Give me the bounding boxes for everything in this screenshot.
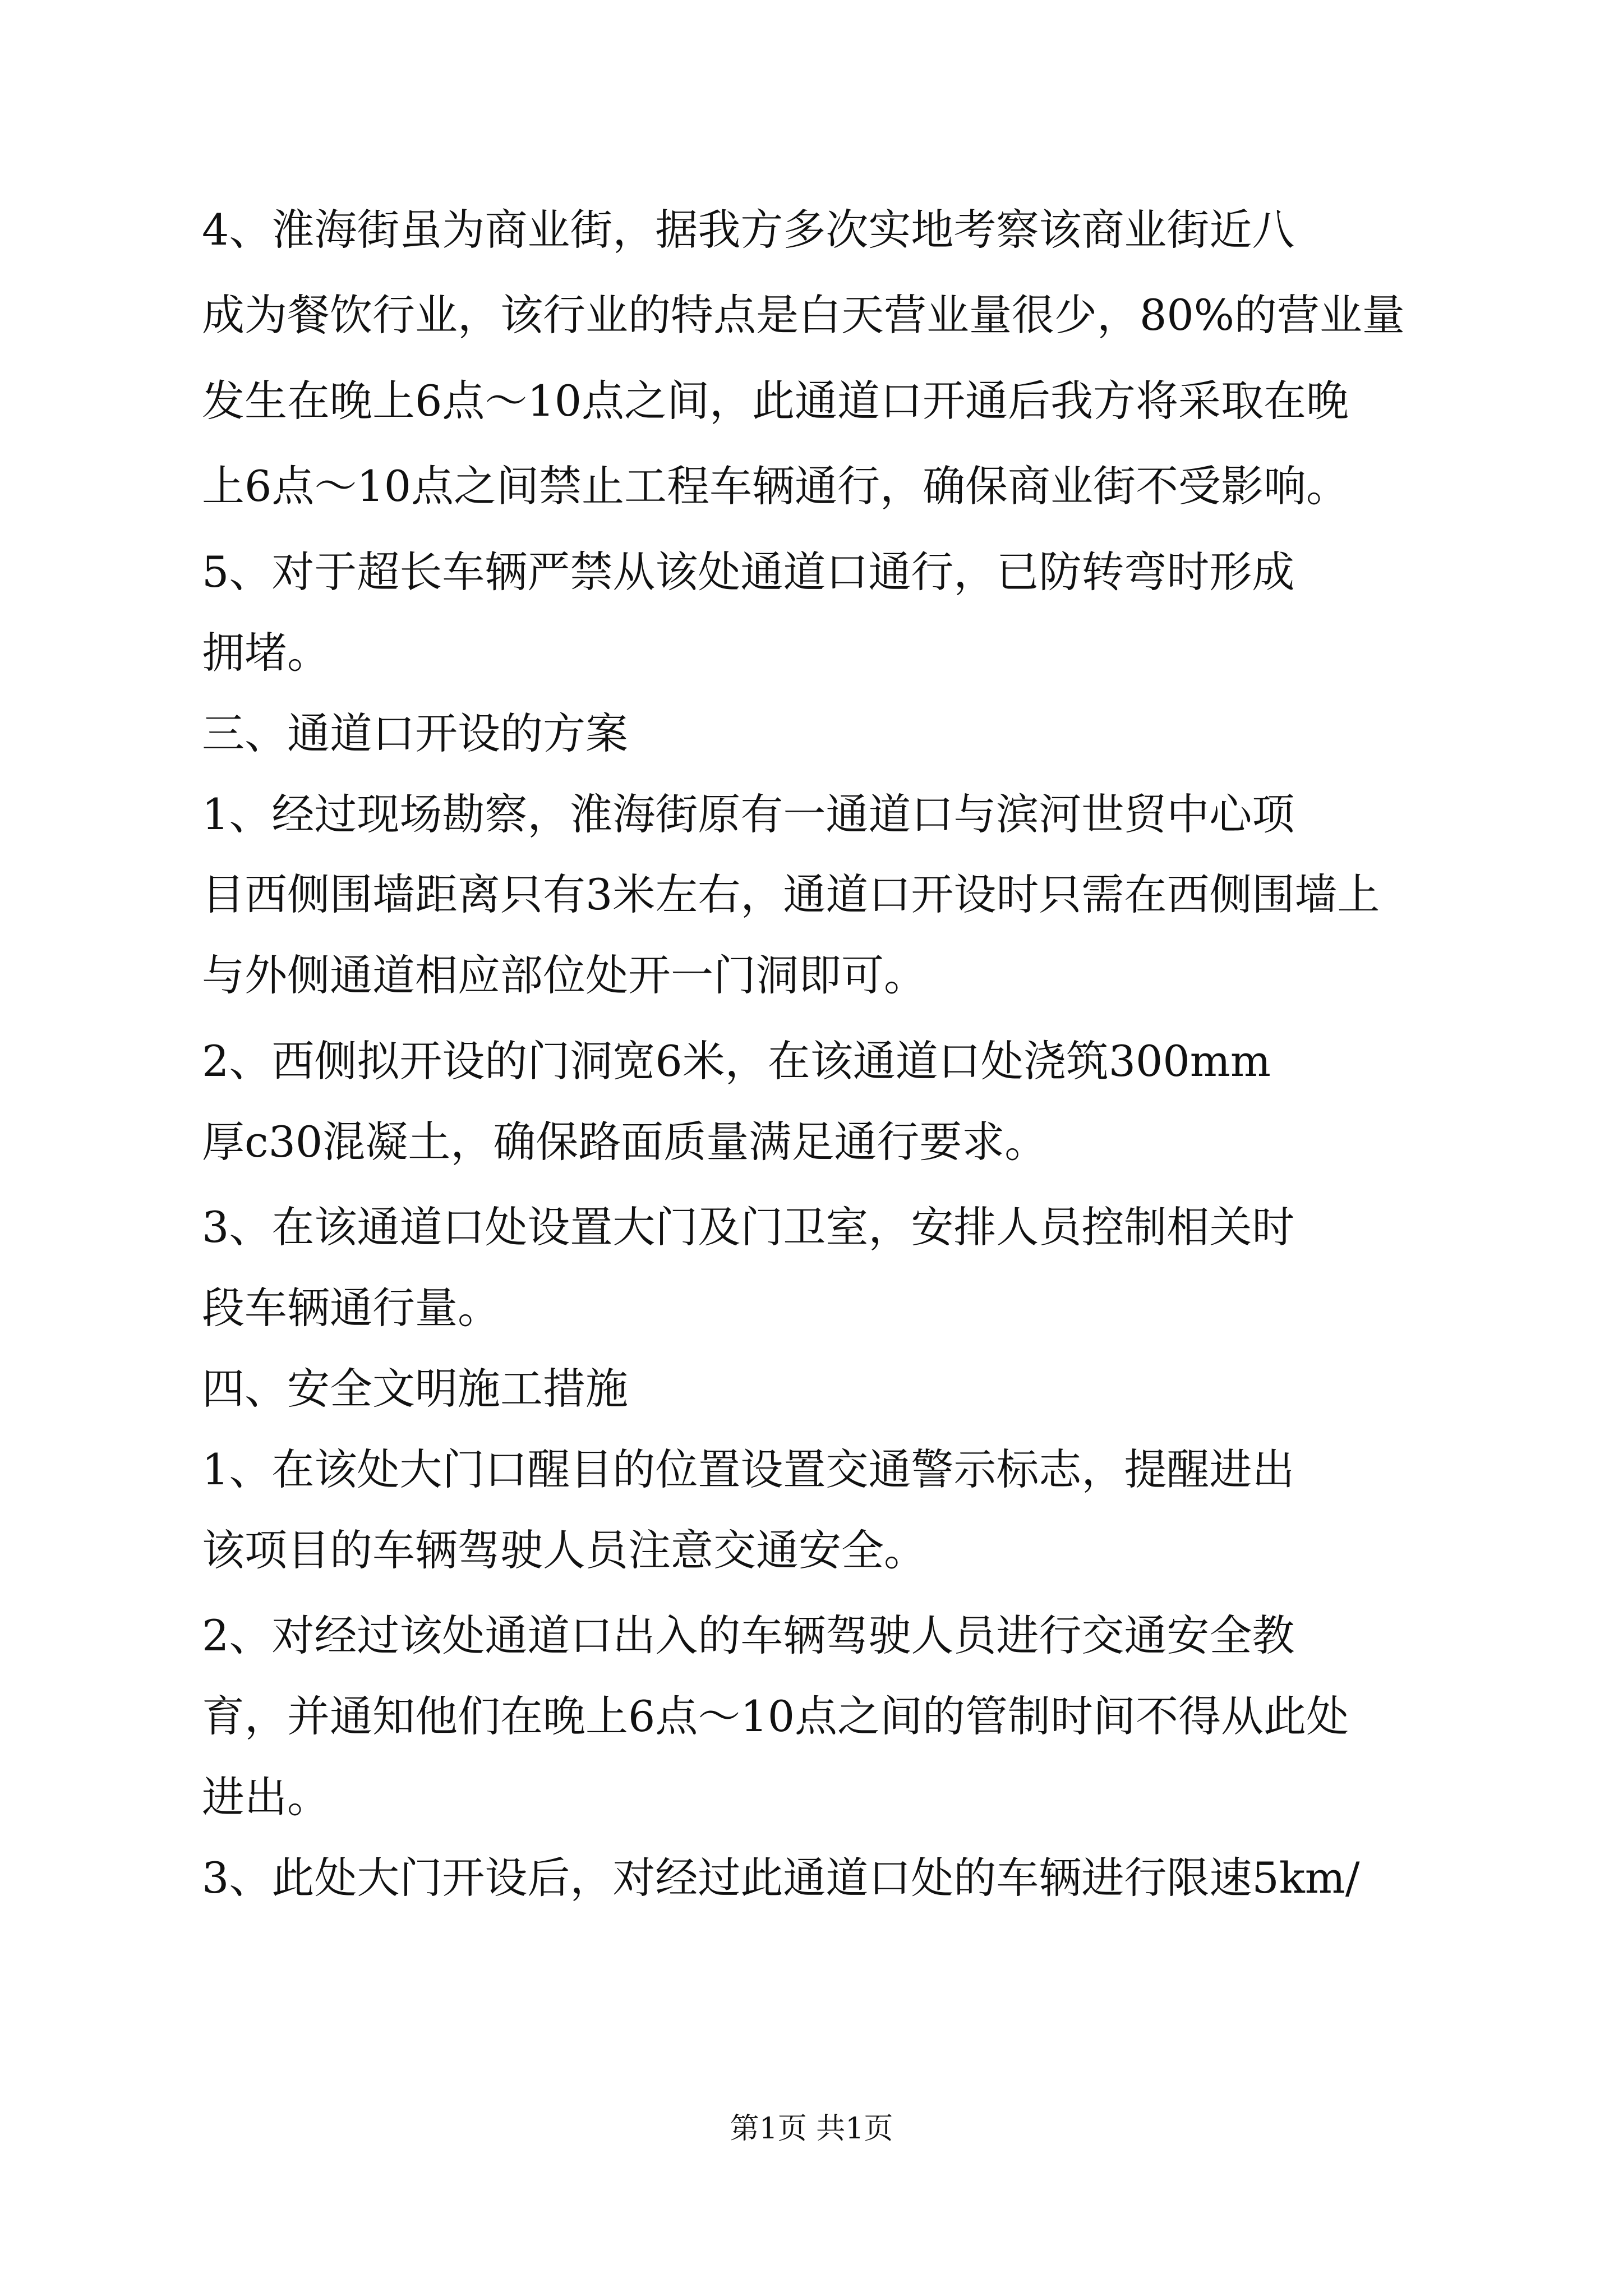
text-line: 上6点～10点之间禁止工程车辆通行，确保商业街不受影响。: [202, 461, 1349, 511]
text-line: 5、对于超长车辆严禁从该处通道口通行，已防转弯时形成: [202, 547, 1295, 597]
page-footer: 第1页 共1页: [730, 2112, 893, 2146]
text-line: 与外侧通道相应部位处开一门洞即可。: [202, 950, 926, 1000]
text-line: 育，并通知他们在晚上6点～10点之间的管制时间不得从此处: [202, 1691, 1349, 1741]
text-line: 目西侧围墙距离只有3米左右，通道口开设时只需在西侧围墙上: [202, 869, 1380, 919]
text-line: 4、淮海街虽为商业街，据我方多次实地考察该商业街近八: [202, 205, 1295, 255]
text-line: 厚c30混凝土，确保路面质量满足通行要求。: [202, 1117, 1048, 1167]
text-line: 该项目的车辆驾驶人员注意交通安全。: [202, 1525, 926, 1575]
section-heading: 四、安全文明施工措施: [202, 1364, 628, 1414]
text-line: 进出。: [202, 1772, 330, 1822]
text-line: 拥堵。: [202, 628, 330, 678]
text-line: 发生在晚上6点～10点之间，此通道口开通后我方将采取在晚: [202, 376, 1349, 426]
text-line: 段车辆通行量。: [202, 1283, 500, 1333]
text-line: 2、对经过该处通道口出入的车辆驾驶人员进行交通安全教: [202, 1611, 1295, 1660]
text-line: 1、在该处大门口醒目的位置设置交通警示标志，提醒进出: [202, 1444, 1295, 1494]
text-line: 3、在该通道口处设置大门及门卫室，安排人员控制相关时: [202, 1202, 1295, 1252]
text-line: 成为餐饮行业，该行业的特点是白天营业量很少，80%的营业量: [202, 290, 1405, 340]
text-line: 2、西侧拟开设的门洞宽6米，在该通道口处浇筑300mm: [202, 1036, 1271, 1086]
text-line: 3、此处大门开设后，对经过此通道口处的车辆进行限速5km/: [202, 1853, 1360, 1903]
text-line: 1、经过现场勘察，淮海街原有一通道口与滨河世贸中心项: [202, 789, 1295, 839]
section-heading: 三、通道口开设的方案: [202, 708, 628, 758]
